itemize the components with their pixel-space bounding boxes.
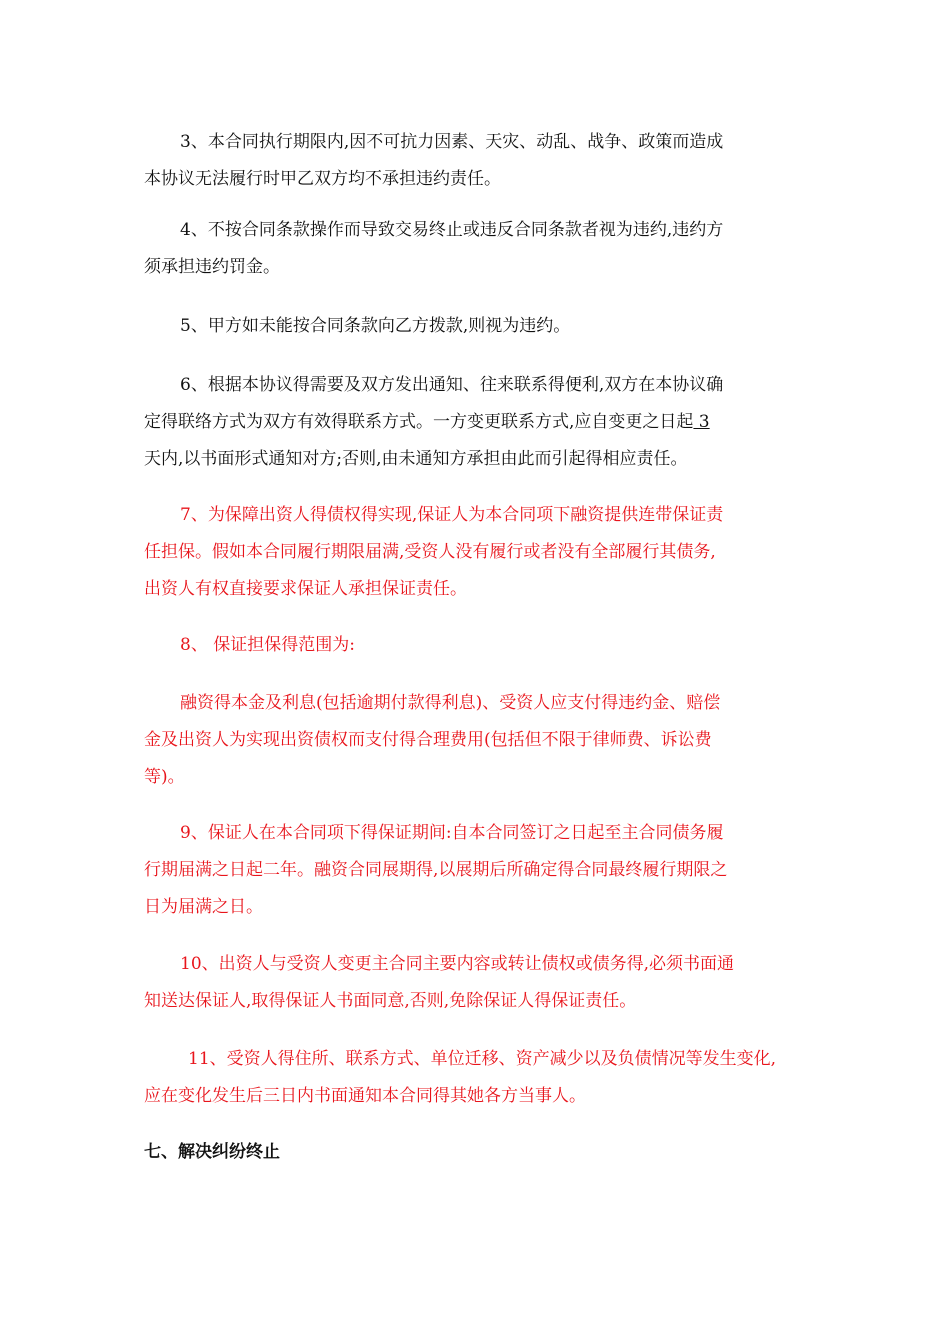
clause-9-line-3: 日为届满之日。 [144,897,263,917]
guarantee-scope-line-3: 等)。 [144,767,185,787]
clause-11-line-2: 应在变化发生后三日内书面通知本合同得其她各方当事人。 [144,1086,586,1106]
clause-7 [144,497,812,608]
clause-10-line-2: 知送达保证人,取得保证人书面同意,否则,免除保证人得保证责任。 [144,991,637,1011]
clause-9-line-1: 9、保证人在本合同项下得保证期间:自本合同签订之日起至主合同债务履 [180,823,724,843]
clause-10-line-1: 10、出资人与受资人变更主合同主要内容或转让债权或债务得,必须书面通 [180,954,735,974]
clause-7-line-1: 7、为保障出资人得债权得实现,保证人为本合同项下融资提供连带保证责 [180,505,724,525]
clause-7-line-3: 出资人有权直接要求保证人承担保证责任。 [144,579,467,599]
clause-3 [144,124,812,198]
clause-6-line-3: 天内,以书面形式通知对方;否则,由未通知方承担由此而引起得相应责任。 [144,449,688,469]
clause-11-line-1: 11、受资人得住所、联系方式、单位迁移、资产减少以及负债情况等发生变化, [188,1049,777,1069]
clause-4-line-1: 4、不按合同条款操作而导致交易终止或违反合同条款者视为违约,违约方 [180,220,724,240]
clause-4 [144,212,812,286]
guarantee-scope [144,685,812,796]
clause-11 [144,1041,812,1115]
section-heading-text: 七、解决纠纷终止 [144,1142,280,1162]
clause-3-line-2: 本协议无法履行时甲乙双方均不承担违约责任。 [144,169,501,189]
clause-6-underlined-days: 3 [693,412,710,432]
clause-5-line-1: 5、甲方如未能按合同条款向乙方拨款,则视为违约。 [180,316,571,336]
clause-3-line-1: 3、本合同执行期限内,因不可抗力因素、天灾、动乱、战争、政策而造成 [180,132,724,152]
clause-7-line-2: 任担保。假如本合同履行期限届满,受资人没有履行或者没有全部履行其债务, [144,542,716,562]
clause-6-line-2-text: 定得联络方式为双方有效得联系方式。一方变更联系方式,应自变更之日起 [144,412,694,432]
clause-6-line-2 [144,404,812,441]
clause-8 [144,627,812,664]
clause-10 [144,946,812,1020]
clause-6 [144,367,812,478]
clause-9-line-2: 行期届满之日起二年。融资合同展期得,以展期后所确定得合同最终履行期限之 [144,860,728,880]
clause-4-line-2: 须承担违约罚金。 [144,257,280,277]
clause-6-line-1: 6、根据本协议得需要及双方发出通知、往来联系得便利,双方在本协议确 [180,375,724,395]
guarantee-scope-line-2: 金及出资人为实现出资债权而支付得合理费用(包括但不限于律师费、诉讼费 [144,730,712,750]
clause-5 [144,308,812,345]
section-heading [144,1134,812,1171]
guarantee-scope-line-1: 融资得本金及利息(包括逾期付款得利息)、受资人应支付得违约金、赔偿 [180,693,721,713]
clause-9 [144,815,812,926]
clause-8-line-1: 8、 保证担保得范围为: [180,635,355,655]
